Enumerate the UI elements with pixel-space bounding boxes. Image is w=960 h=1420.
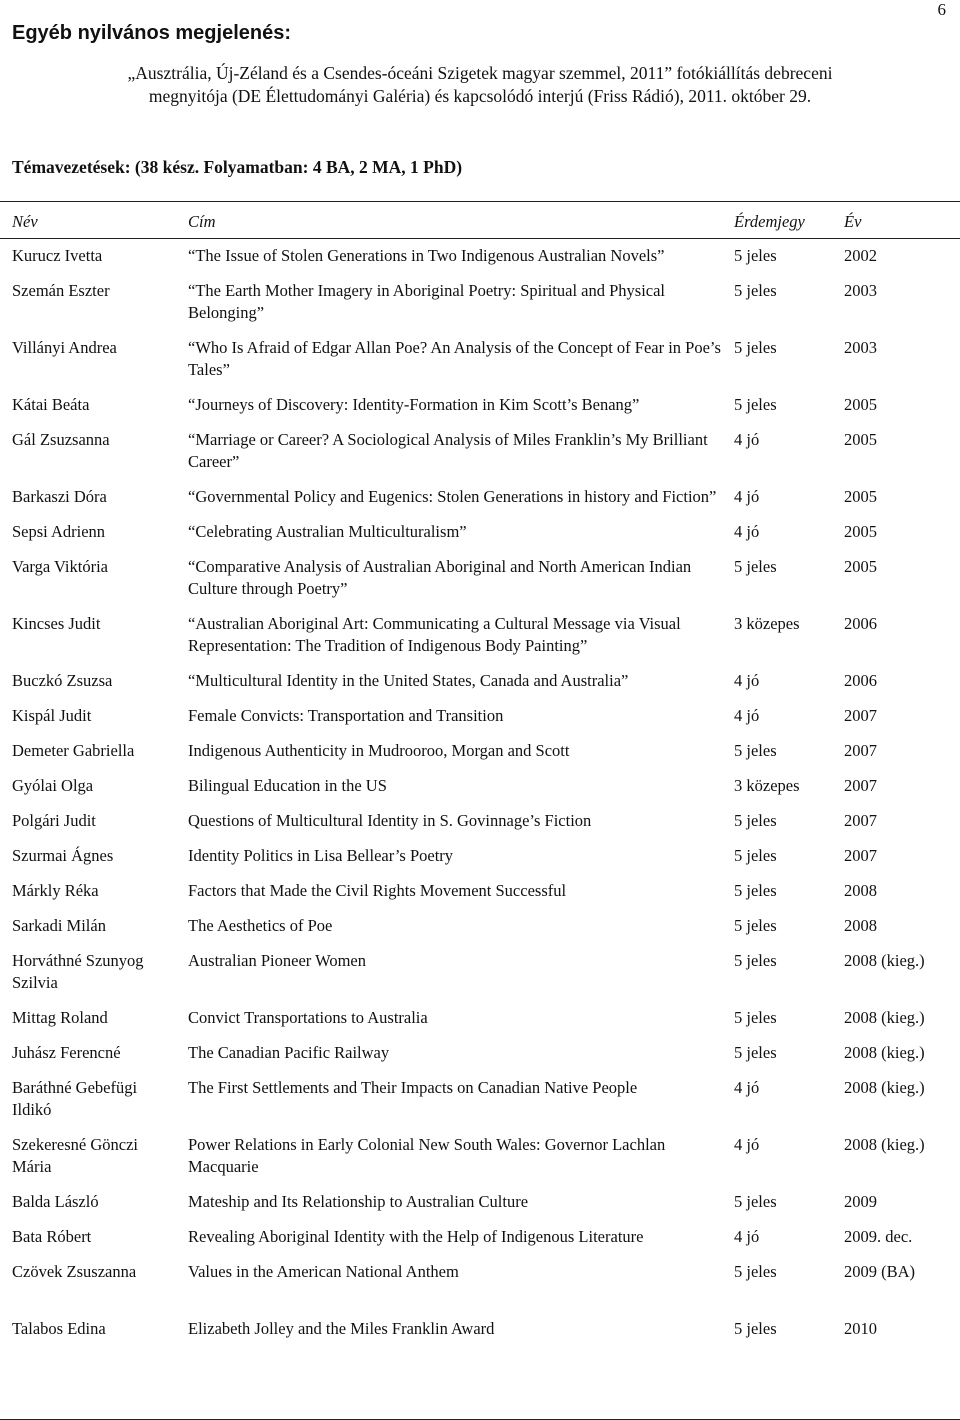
cell-name: Horváthné Szunyog Szilvia xyxy=(12,951,144,992)
cell-title: Values in the American National Anthem xyxy=(188,1262,459,1281)
table-header xyxy=(0,211,960,233)
cell-year: 2008 (kieg.) xyxy=(844,1078,925,1097)
cell-title: “Celebrating Australian Multiculturalism” xyxy=(188,522,467,541)
cell-year: 2008 xyxy=(844,881,877,900)
cell-name: Márkly Réka xyxy=(12,881,99,900)
table-body xyxy=(0,245,960,1340)
cell-grade: 4 jó xyxy=(734,706,760,725)
cell-title: Factors that Made the Civil Rights Movement Successful xyxy=(188,881,567,900)
cell-year: 2008 xyxy=(844,916,877,935)
cell-title: “Comparative Analysis of Australian Aboriginal and North American Indian Culture through Poetry” xyxy=(188,557,692,598)
cell-name: Villányi Andrea xyxy=(12,338,117,357)
table-row xyxy=(0,845,960,867)
cell-year: 2007 xyxy=(844,776,877,795)
cell-year: 2010 xyxy=(844,1319,877,1338)
event-line: megnyitója (DE Élettudományi Galéria) és kapcsolódó interjú (Friss Rádió), 2011. október 29. xyxy=(148,86,812,106)
table-row xyxy=(0,1191,960,1213)
cell-name: Szurmai Ágnes xyxy=(12,846,114,865)
table-row xyxy=(0,1261,960,1283)
table-row xyxy=(0,1007,960,1029)
header-rule xyxy=(0,238,960,239)
cell-name: Kispál Judit xyxy=(12,706,92,725)
cell-grade: 5 jeles xyxy=(734,1008,777,1027)
cell-title: “Marriage or Career? A Sociological Analysis of Miles Franklin’s My Brilliant Career” xyxy=(188,430,708,471)
cell-grade: 5 jeles xyxy=(734,557,777,576)
cell-grade: 5 jeles xyxy=(734,1043,777,1062)
cell-name: Polgári Judit xyxy=(12,811,96,830)
cell-title: The Aesthetics of Poe xyxy=(188,916,333,935)
table-row xyxy=(0,486,960,508)
cell-year: 2007 xyxy=(844,706,877,725)
table-row xyxy=(0,1077,960,1121)
table-row xyxy=(0,429,960,473)
page-number: 6 xyxy=(937,0,946,19)
cell-name: Kincses Judit xyxy=(12,614,101,633)
cell-grade: 4 jó xyxy=(734,487,760,506)
cell-year: 2009 xyxy=(844,1192,877,1211)
cell-grade: 4 jó xyxy=(734,430,760,449)
cell-title: Power Relations in Early Colonial New South Wales: Governor Lachlan Macquarie xyxy=(188,1135,666,1176)
cell-year: 2005 xyxy=(844,522,877,541)
cell-title: “Governmental Policy and Eugenics: Stolen Generations in history and Fiction” xyxy=(188,487,717,506)
table-row xyxy=(0,880,960,902)
cell-title: “Multicultural Identity in the United States, Canada and Australia” xyxy=(188,671,629,690)
cell-title: Indigenous Authenticity in Mudrooroo, Morgan and Scott xyxy=(188,741,570,760)
cell-title: The First Settlements and Their Impacts on Canadian Native People xyxy=(188,1078,638,1097)
cell-name: Czövek Zsuszanna xyxy=(12,1262,137,1281)
table-row xyxy=(0,740,960,762)
cell-year: 2005 xyxy=(844,557,877,576)
cell-year: 2006 xyxy=(844,671,877,690)
cell-title: Revealing Aboriginal Identity with the Help of Indigenous Literature xyxy=(188,1227,644,1246)
cell-title: The Canadian Pacific Railway xyxy=(188,1043,390,1062)
cell-name: Szemán Eszter xyxy=(12,281,110,300)
table-row xyxy=(0,521,960,543)
cell-grade: 5 jeles xyxy=(734,951,777,970)
cell-grade: 4 jó xyxy=(734,1078,760,1097)
cell-year: 2008 (kieg.) xyxy=(844,1008,925,1027)
cell-name: Mittag Roland xyxy=(12,1008,108,1027)
table-row xyxy=(0,245,960,267)
table-row xyxy=(0,1134,960,1178)
cell-title: Identity Politics in Lisa Bellear’s Poetry xyxy=(188,846,454,865)
cell-name: Juhász Ferencné xyxy=(12,1043,121,1062)
cell-title: “The Earth Mother Imagery in Aboriginal Poetry: Spiritual and Physical Belonging” xyxy=(188,281,666,322)
cell-year: 2005 xyxy=(844,487,877,506)
column-header-name: Név xyxy=(12,212,38,231)
table-row xyxy=(0,1042,960,1064)
cell-year: 2002 xyxy=(844,246,877,265)
table-row xyxy=(0,950,960,994)
cell-name: Sepsi Adrienn xyxy=(12,522,106,541)
cell-grade: 3 közepes xyxy=(734,776,800,795)
cell-name: Demeter Gabriella xyxy=(12,741,135,760)
table-row xyxy=(0,775,960,797)
cell-year: 2003 xyxy=(844,281,877,300)
cell-title: Convict Transportations to Australia xyxy=(188,1008,428,1027)
column-header-grade: Érdemjegy xyxy=(734,212,805,231)
cell-year: 2009 (BA) xyxy=(844,1262,916,1281)
cell-grade: 5 jeles xyxy=(734,1319,777,1338)
cell-grade: 5 jeles xyxy=(734,338,777,357)
cell-year: 2006 xyxy=(844,614,877,633)
cell-title: Female Convicts: Transportation and Transition xyxy=(188,706,504,725)
cell-grade: 4 jó xyxy=(734,1135,760,1154)
cell-grade: 5 jeles xyxy=(734,811,777,830)
cell-title: “Australian Aboriginal Art: Communicating a Cultural Message via Visual Representation: The Tradition of Indigenous Body Painting” xyxy=(188,614,681,655)
cell-title: “Who Is Afraid of Edgar Allan Poe? An Analysis of the Concept of Fear in Poe’s Tales” xyxy=(188,338,721,379)
cell-name: Baráthné Gebefügi Ildikó xyxy=(12,1078,138,1119)
event-paragraph xyxy=(0,62,960,108)
cell-year: 2007 xyxy=(844,846,877,865)
cell-grade: 5 jeles xyxy=(734,881,777,900)
table-row xyxy=(0,556,960,600)
cell-year: 2008 (kieg.) xyxy=(844,1043,925,1062)
supervisions-heading: Témavezetések: (38 kész. Folyamatban: 4 BA, 2 MA, 1 PhD) xyxy=(12,157,463,177)
cell-year: 2003 xyxy=(844,338,877,357)
table-row xyxy=(0,613,960,657)
event-line: „Ausztrália, Új-Zéland és a Csendes-óceáni Szigetek magyar szemmel, 2011” fotókiállítás debreceni xyxy=(127,63,833,83)
column-header-title: Cím xyxy=(188,212,216,231)
cell-grade: 5 jeles xyxy=(734,1262,777,1281)
cell-name: Szekeresné Gönczi Mária xyxy=(12,1135,138,1176)
cell-grade: 4 jó xyxy=(734,671,760,690)
table-row xyxy=(0,1318,960,1340)
cell-year: 2008 (kieg.) xyxy=(844,951,925,970)
table-row xyxy=(0,705,960,727)
table-row xyxy=(0,810,960,832)
cell-name: Balda László xyxy=(12,1192,99,1211)
cell-year: 2008 (kieg.) xyxy=(844,1135,925,1154)
cell-name: Sarkadi Milán xyxy=(12,916,106,935)
table-top-rule xyxy=(0,201,960,202)
cell-grade: 5 jeles xyxy=(734,1192,777,1211)
cell-year: 2005 xyxy=(844,395,877,414)
cell-title: Questions of Multicultural Identity in S. Govinnage’s Fiction xyxy=(188,811,592,830)
cell-grade: 5 jeles xyxy=(734,916,777,935)
cell-year: 2009. dec. xyxy=(844,1227,913,1246)
table-row xyxy=(0,280,960,324)
cell-grade: 5 jeles xyxy=(734,846,777,865)
cell-title: Bilingual Education in the US xyxy=(188,776,387,795)
table-row xyxy=(0,670,960,692)
cell-title: Australian Pioneer Women xyxy=(188,951,366,970)
section-heading: Egyéb nyilvános megjelenés: xyxy=(12,22,291,44)
cell-grade: 5 jeles xyxy=(734,281,777,300)
table-row xyxy=(0,337,960,381)
cell-grade: 5 jeles xyxy=(734,246,777,265)
supervision-table xyxy=(0,208,960,1353)
cell-name: Barkaszi Dóra xyxy=(12,487,107,506)
cell-title: “Journeys of Discovery: Identity-Formation in Kim Scott’s Benang” xyxy=(188,395,640,414)
cell-name: Bata Róbert xyxy=(12,1227,92,1246)
table-row xyxy=(0,394,960,416)
cell-grade: 4 jó xyxy=(734,522,760,541)
cell-title: “The Issue of Stolen Generations in Two Indigenous Australian Novels” xyxy=(188,246,665,265)
cell-title: Mateship and Its Relationship to Australian Culture xyxy=(188,1192,529,1211)
cell-grade: 5 jeles xyxy=(734,395,777,414)
cell-year: 2005 xyxy=(844,430,877,449)
cell-title: Elizabeth Jolley and the Miles Franklin Award xyxy=(188,1319,495,1338)
cell-grade: 3 közepes xyxy=(734,614,800,633)
cell-grade: 5 jeles xyxy=(734,741,777,760)
cell-name: Kátai Beáta xyxy=(12,395,90,414)
cell-name: Talabos Edina xyxy=(12,1319,106,1338)
cell-name: Gál Zsuzsanna xyxy=(12,430,110,449)
cell-name: Kurucz Ivetta xyxy=(12,246,103,265)
column-header-year: Év xyxy=(844,212,862,231)
table-row xyxy=(0,915,960,937)
cell-year: 2007 xyxy=(844,811,877,830)
cell-year: 2007 xyxy=(844,741,877,760)
cell-name: Varga Viktória xyxy=(12,557,109,576)
cell-grade: 4 jó xyxy=(734,1227,760,1246)
cell-name: Gyólai Olga xyxy=(12,776,94,795)
table-row xyxy=(0,1226,960,1248)
cell-name: Buczkó Zsuzsa xyxy=(12,671,113,690)
